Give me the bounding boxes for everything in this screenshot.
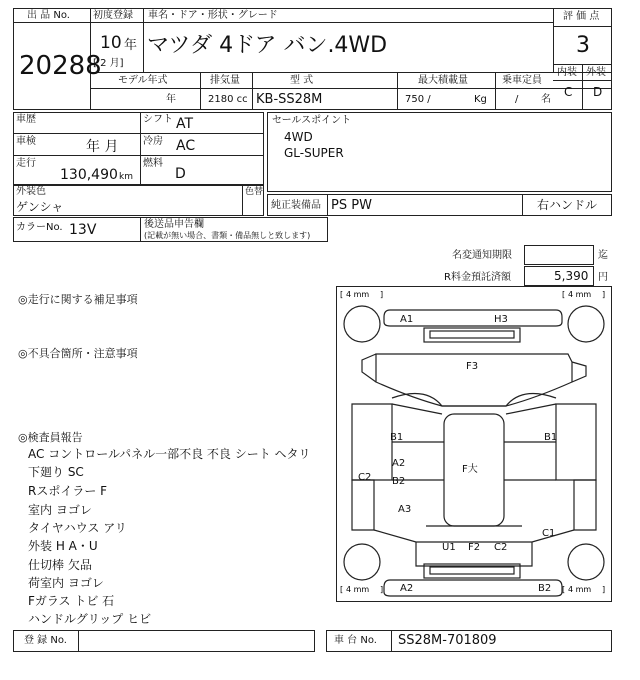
shift-value: AT bbox=[176, 116, 194, 132]
inspection-label: 車検 bbox=[16, 136, 36, 147]
displacement-value: 2180 cc bbox=[208, 94, 248, 105]
svg-text:]: ] bbox=[602, 585, 606, 594]
tire-tread-fr: 4 mm bbox=[568, 290, 592, 299]
fuel-value: D bbox=[175, 166, 186, 182]
svg-text:[: [ bbox=[562, 290, 566, 299]
first-reg-month: [ 2 月] bbox=[93, 58, 124, 69]
damage-mark: B1 bbox=[390, 432, 404, 443]
mileage-label: 走行 bbox=[16, 158, 36, 169]
capacity-unit: 名 bbox=[541, 94, 551, 105]
svg-text:[: [ bbox=[340, 290, 344, 299]
type-code: KB-SS28M bbox=[256, 92, 323, 107]
car-name: マツダ 4ドア バン.4WD bbox=[147, 33, 388, 58]
damage-mark: C2 bbox=[494, 542, 508, 553]
svg-text:]: ] bbox=[380, 585, 384, 594]
damage-mark: C1 bbox=[542, 528, 556, 539]
damage-mark: A3 bbox=[398, 504, 412, 515]
equipment-value: PS PW bbox=[331, 198, 372, 213]
max-load-label: 最大積載量 bbox=[418, 75, 468, 86]
score-label: 評 価 点 bbox=[563, 11, 600, 22]
damage-mark: A2 bbox=[392, 458, 406, 469]
name-change-box bbox=[524, 245, 594, 265]
aftermarket-note: (記載が無い場合、書類・備品無しと致します) bbox=[144, 231, 311, 240]
inspector-line: AC コントロールパネル一部不良 不良 シート ヘタリ bbox=[28, 447, 311, 461]
mileage-unit: km bbox=[119, 172, 133, 182]
name-change-unit: 迄 bbox=[598, 250, 608, 261]
interior-grade: C bbox=[564, 85, 573, 99]
sales-point-1: 4WD bbox=[284, 130, 313, 144]
damage-mark: A2 bbox=[400, 583, 414, 594]
name-change-label: 名変通知期限 bbox=[452, 250, 512, 261]
damage-mark: H3 bbox=[494, 314, 508, 325]
max-load-unit: Kg bbox=[474, 94, 487, 105]
wheel-front-left bbox=[344, 306, 380, 342]
damage-mark: F3 bbox=[466, 361, 479, 372]
sales-point-2: GL-SUPER bbox=[284, 146, 344, 160]
exterior-color-label: 外装色 bbox=[16, 186, 46, 197]
car-name-label: 車名・ドア・形状・グレード bbox=[148, 10, 278, 21]
tire-tread-rr: 4 mm bbox=[568, 585, 592, 594]
inspector-line: ハンドルグリップ ヒビ bbox=[28, 612, 152, 626]
inspector-line: 室内 ヨゴレ bbox=[28, 503, 92, 517]
lot-label: 出 品 No. bbox=[27, 10, 70, 21]
recycle-label: R料金預託済額 bbox=[444, 272, 511, 283]
inspector-report-label: ◎検査員報告 bbox=[18, 431, 83, 444]
lot-number: 20288 bbox=[19, 51, 102, 81]
tire-tread-rl: 4 mm bbox=[346, 585, 370, 594]
steering-value: 右ハンドル bbox=[537, 198, 598, 212]
model-year-unit: 年 bbox=[166, 94, 176, 105]
shift-label: シフト bbox=[143, 114, 173, 125]
capacity-label: 乗車定員 bbox=[502, 75, 542, 86]
details-block bbox=[13, 112, 264, 185]
windshield bbox=[392, 394, 556, 407]
svg-text:]: ] bbox=[602, 290, 606, 299]
damage-mark: B2 bbox=[538, 583, 552, 594]
exterior-grade: D bbox=[593, 85, 603, 99]
ac-value: AC bbox=[176, 138, 196, 154]
color-change-label: 色替 bbox=[245, 187, 264, 197]
inspector-line: 荷室内 ヨゴレ bbox=[28, 576, 104, 590]
svg-text:[: [ bbox=[562, 585, 566, 594]
svg-text:[: [ bbox=[340, 585, 344, 594]
inspector-line: 下廻り SC bbox=[28, 465, 84, 479]
mileage-value: 130,490 bbox=[60, 167, 118, 183]
wheel-rear-left bbox=[344, 544, 380, 580]
first-reg-year: 10 bbox=[100, 33, 122, 53]
first-reg-label: 初度登録 bbox=[93, 10, 133, 21]
damage-mark: B2 bbox=[392, 476, 406, 487]
defects-notes-label: ◎不具合箇所・注意事項 bbox=[18, 347, 138, 360]
chassis-label: 車 台 No. bbox=[334, 635, 377, 646]
equipment-label: 純正装備品 bbox=[271, 200, 321, 211]
wheel-rear-right bbox=[568, 544, 604, 580]
inspector-line: Rスポイラー F bbox=[28, 484, 108, 498]
exterior-color-value: ゲンシャ bbox=[16, 200, 64, 214]
recycle-value: 5,390 bbox=[554, 269, 589, 283]
sales-points-label: セールスポイント bbox=[272, 115, 352, 126]
inspector-line: 仕切棒 欠品 bbox=[28, 558, 92, 572]
history-label: 車歴 bbox=[16, 114, 36, 125]
ac-label: 冷房 bbox=[143, 136, 163, 147]
car-damage-diagram bbox=[336, 286, 612, 602]
inspector-line: Fガラス トビ 石 bbox=[28, 594, 115, 608]
inspection-value: 年 月 bbox=[86, 139, 119, 155]
damage-mark: F2 bbox=[468, 542, 481, 553]
color-no-value: 13V bbox=[69, 222, 97, 238]
svg-text:]: ] bbox=[380, 290, 384, 299]
aftermarket-label: 後送品申告欄 bbox=[144, 219, 204, 230]
type-label: 型 式 bbox=[290, 75, 314, 86]
displacement-label: 排気量 bbox=[210, 75, 240, 86]
damage-mark: F大 bbox=[462, 464, 478, 475]
registration-label: 登 録 No. bbox=[24, 635, 67, 646]
first-reg-year-unit: 年 bbox=[124, 38, 138, 53]
damage-mark: A1 bbox=[400, 314, 414, 325]
max-load-value: 750 / bbox=[405, 94, 431, 105]
color-no-label: カラーNo. bbox=[16, 222, 63, 233]
chassis-number: SS28M-701809 bbox=[398, 633, 497, 648]
model-year-label: モデル年式 bbox=[118, 75, 168, 86]
inspector-line: 外装 H A・U bbox=[28, 539, 98, 553]
interior-label: 内装 bbox=[557, 67, 577, 78]
left-body-side bbox=[352, 404, 392, 480]
exterior-label: 外装 bbox=[586, 67, 606, 78]
recycle-unit: 円 bbox=[598, 272, 608, 283]
damage-mark: C2 bbox=[358, 472, 372, 483]
wheel-front-right bbox=[568, 306, 604, 342]
damage-mark: U1 bbox=[442, 542, 456, 553]
fuel-label: 燃料 bbox=[143, 158, 163, 169]
capacity-value: / bbox=[515, 94, 519, 105]
right-body-side bbox=[556, 404, 596, 480]
score-value: 3 bbox=[576, 33, 590, 58]
damage-mark: B1 bbox=[544, 432, 558, 443]
driving-notes-label: ◎走行に関する補足事項 bbox=[18, 293, 138, 306]
inspector-line: タイヤハウス アリ bbox=[28, 521, 127, 535]
front-grille bbox=[424, 328, 520, 342]
tire-tread-fl: 4 mm bbox=[346, 290, 370, 299]
